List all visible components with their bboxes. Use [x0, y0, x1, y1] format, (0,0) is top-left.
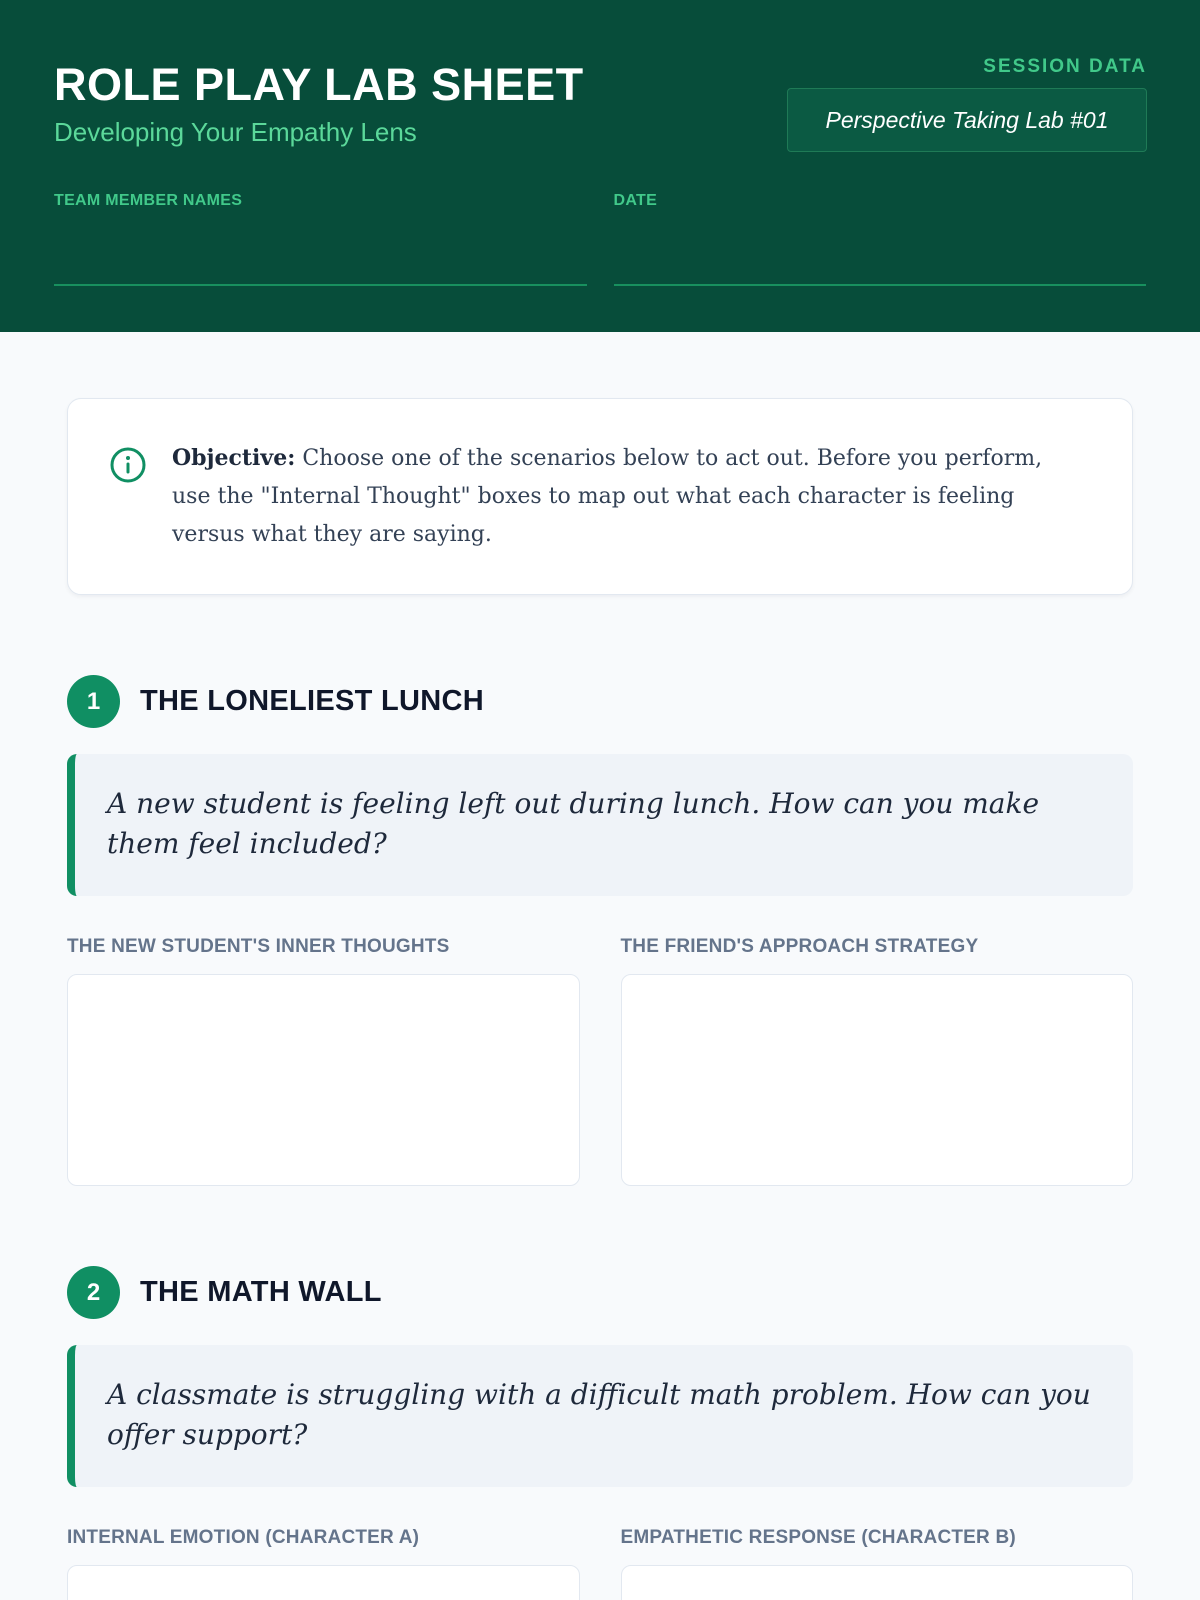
objective-text	[172, 439, 1072, 554]
scenario-prompt: A classmate is struggling with a difficult math problem. How can you offer support?	[67, 1345, 1133, 1487]
response-column-right	[621, 936, 1134, 1186]
header	[0, 0, 1200, 332]
response-label: THE NEW STUDENT'S INNER THOUGHTS	[67, 936, 450, 957]
scenario-header	[67, 675, 1133, 728]
scenario-number-badge: 1	[67, 675, 120, 728]
response-columns	[67, 1527, 1133, 1600]
scenario-header	[67, 1266, 1133, 1319]
scenario-prompt: A new student is feeling left out during lunch. How can you make them feel included?	[67, 754, 1133, 896]
response-column-right	[621, 1527, 1134, 1600]
page-subtitle: Developing Your Empathy Lens	[54, 117, 417, 147]
objective-card	[67, 398, 1133, 595]
scenario-title: THE LONELIEST LUNCH	[140, 685, 485, 717]
scenario-number-badge: 2	[67, 1266, 120, 1319]
info-icon	[108, 439, 148, 554]
response-box[interactable]	[67, 974, 580, 1186]
response-box[interactable]	[621, 1565, 1134, 1600]
response-box[interactable]	[67, 1565, 580, 1600]
response-column-left	[67, 936, 580, 1186]
session-label: SESSION DATA	[983, 56, 1147, 77]
date-field-label: DATE	[613, 192, 658, 209]
objective-body: Choose one of the scenarios below to act out. Before you perform, use the "Internal Thought" boxes to map out what each character is feeling versus what they are saying.	[172, 446, 1043, 547]
scenario-2	[67, 1266, 1133, 1600]
team-field-label: TEAM MEMBER NAMES	[54, 192, 243, 209]
response-label: INTERNAL EMOTION (CHARACTER A)	[67, 1527, 420, 1548]
response-box[interactable]	[621, 974, 1134, 1186]
scenario-title: THE MATH WALL	[140, 1276, 382, 1308]
response-label: EMPATHETIC RESPONSE (CHARACTER B)	[620, 1527, 1016, 1548]
response-label: THE FRIEND'S APPROACH STRATEGY	[620, 936, 979, 957]
objective-label: Objective:	[172, 445, 296, 471]
team-field	[54, 192, 587, 286]
page-title: ROLE PLAY LAB SHEET	[54, 59, 584, 110]
main-content	[0, 332, 1200, 1600]
response-columns	[67, 936, 1133, 1186]
header-fields	[54, 192, 1146, 286]
team-names-input[interactable]	[54, 226, 587, 286]
response-column-left	[67, 1527, 580, 1600]
session-value-box[interactable]: Perspective Taking Lab #01	[787, 88, 1147, 152]
date-input[interactable]	[614, 226, 1147, 286]
scenario-1	[67, 675, 1133, 1186]
session-panel	[787, 56, 1147, 152]
date-field	[614, 192, 1147, 286]
